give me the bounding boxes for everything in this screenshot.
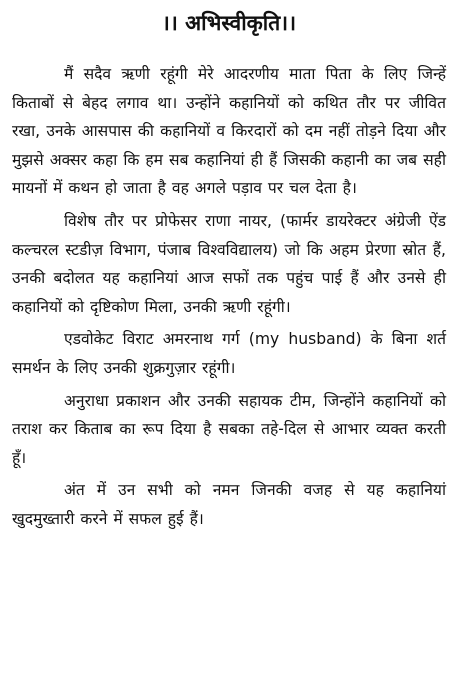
paragraph-husband: एडवोकेट विराट अमरनाथ गर्ग (my husband) के बिना शर्त समर्थन के लिए उनकी शुक्रगुज़ार रहूंगी। bbox=[12, 330, 446, 377]
paragraph-publisher: अनुराधा प्रकाशन और उनकी सहायक टीम, जिन्होंने कहानियों को तराश कर किताब का रूप दिया है सबका तहे-दिल से आभार व्यक्त करती हूँ। bbox=[12, 391, 446, 467]
paragraph-professor: विशेष तौर पर प्रोफेसर राणा नायर, (फार्मर डायरेक्टर अंग्रेजी ऐंड कल्चरल स्टडीज़ विभाग, पंजाब विश्वविद्यालय) जो कि अहम प्रेरणा स्रोत हैं, उनकी बदोलत यह कहानियां आज सफों तक पहुंच पाई हैं और उनसे ही कहानियों को दृष्टिकोण मिला, उनकी ऋणी रहूंगी। bbox=[12, 211, 446, 316]
paragraph-parents: मैं सदैव ऋणी रहूंगी मेरे आदरणीय माता पिता के लिए जिन्हें किताबों से बेहद लगाव था। उन्होंने कहानियों को कथित तौर पर जीवित रखा, उनके आसपास की कहानियों व किरदारों को दम नहीं तोड़ने दिया और मुझसे अक्सर कहा कि हम सब कहानियां ही हैं जिसकी कहानी का जब सही मायनों में कथन हो जाता है वह अगले पड़ाव पर चल देता है। bbox=[12, 65, 446, 198]
paragraph-closing: अंत में उन सभी को नमन जिनकी वजह से यह कहानियां खुदमुख्तारी करने में सफल हुई हैं। bbox=[12, 481, 446, 528]
page-title: ।। अभिस्वीकृति।। bbox=[161, 11, 297, 35]
